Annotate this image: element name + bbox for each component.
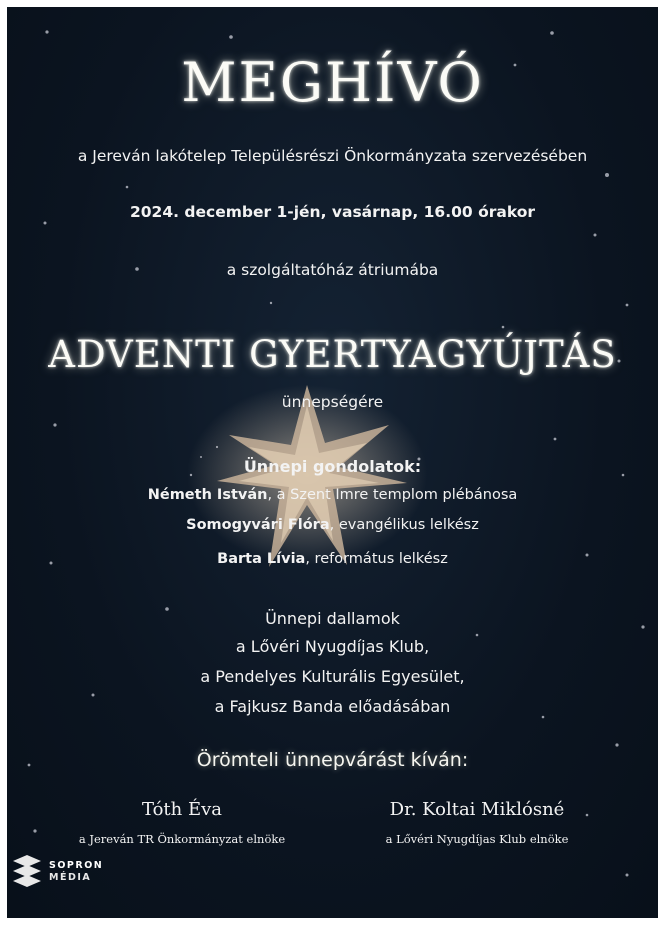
logo-line-2: MÉDIA bbox=[49, 872, 92, 883]
signature-name: Tóth Éva bbox=[141, 799, 223, 820]
speaker-line bbox=[7, 551, 658, 567]
signature-left bbox=[32, 799, 332, 846]
sopron-media-logo-icon bbox=[11, 855, 43, 889]
signature-name: Dr. Koltai Miklósné bbox=[389, 799, 565, 820]
speaker-name: Somogyvári Flóra bbox=[186, 517, 330, 533]
speaker-line bbox=[7, 487, 658, 503]
speaker-role: , evangélikus lelkész bbox=[329, 517, 479, 533]
music-line: a Lővéri Nyugdíjas Klub, bbox=[235, 637, 430, 656]
page-title: MEGHÍVÓ bbox=[181, 51, 484, 114]
organizer-line: a Jereván lakótelep Településrészi Önkormányzata szervezésében bbox=[77, 147, 588, 165]
music-line: a Fajkusz Banda előadásában bbox=[214, 697, 451, 716]
speaker-line bbox=[7, 517, 658, 533]
logo-line-1: SOPRON bbox=[49, 860, 104, 871]
sopron-media-logo bbox=[11, 855, 103, 889]
music-line: a Pendelyes Kulturális Egyesület, bbox=[200, 667, 465, 686]
event-subtitle: ünnepségére bbox=[281, 393, 384, 411]
date-line: 2024. december 1-jén, vasárnap, 16.00 órakor bbox=[129, 203, 536, 221]
speaker-name: Németh István bbox=[147, 487, 268, 503]
invitation-poster bbox=[7, 7, 658, 918]
event-title: ADVENTI GYERTYAGYÚJTÁS bbox=[48, 333, 617, 376]
speaker-name: Barta Lívia bbox=[217, 551, 306, 567]
signature-role: a Lővéri Nyugdíjas Klub elnöke bbox=[385, 832, 569, 846]
speaker-role: , református lelkész bbox=[305, 551, 448, 567]
wish-line: Örömteli ünnepvárást kíván: bbox=[196, 749, 469, 771]
signature-role: a Jereván TR Önkormányzat elnöke bbox=[78, 832, 286, 846]
thoughts-heading: Ünnepi gondolatok: bbox=[243, 457, 422, 476]
signature-right bbox=[327, 799, 627, 846]
venue-line: a szolgáltatóház átriumába bbox=[226, 261, 439, 279]
music-line: Ünnepi dallamok bbox=[265, 609, 400, 628]
speaker-role: , a Szent Imre templom plébánosa bbox=[267, 487, 518, 503]
